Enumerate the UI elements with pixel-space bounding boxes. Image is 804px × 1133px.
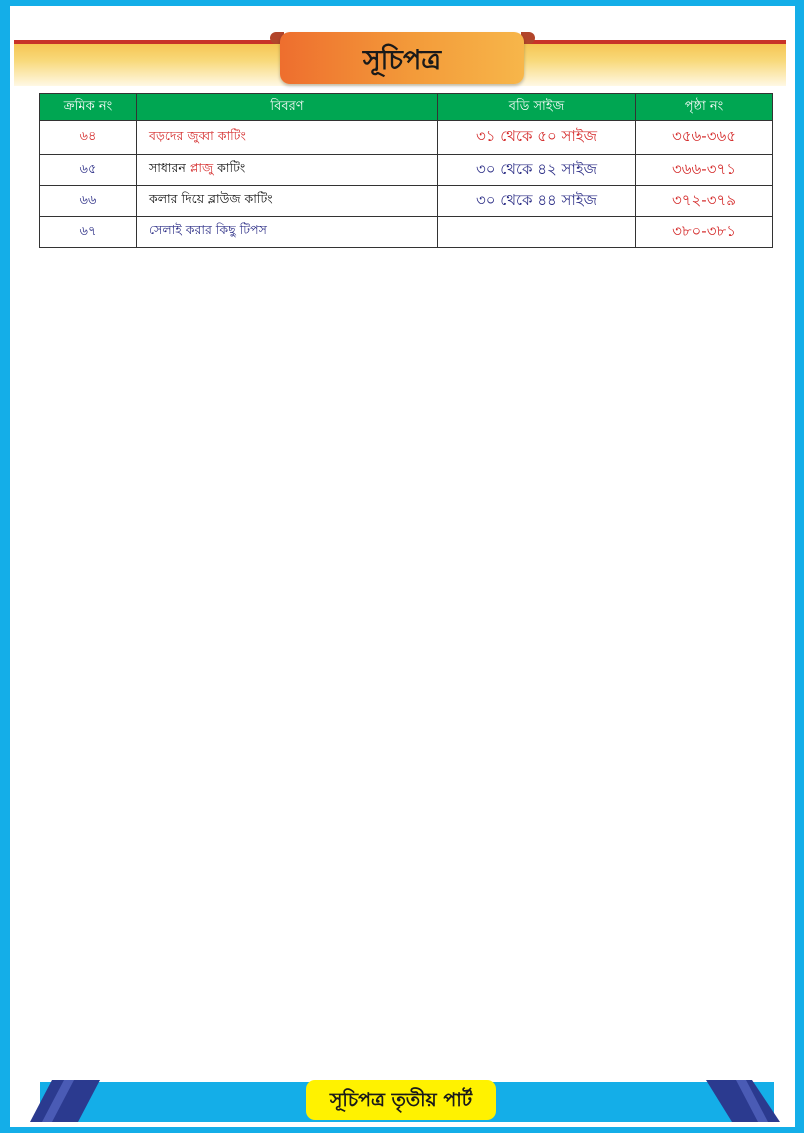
- row-description: [137, 155, 438, 186]
- header-body-size: বডি সাইজ: [438, 94, 636, 121]
- row-serial: ৬৪: [40, 121, 137, 155]
- row-description-part: সাধারন: [149, 160, 190, 175]
- row-body-size: ৩১ থেকে ৫০ সাইজ: [438, 121, 636, 155]
- row-body-size: ৩০ থেকে ৪৪ সাইজ: [438, 186, 636, 217]
- row-description: কলার দিয়ে ব্লাউজ কাটিং: [137, 186, 438, 217]
- table-row: [40, 217, 773, 248]
- table-row: [40, 121, 773, 155]
- row-body-size: ৩০ থেকে ৪২ সাইজ: [438, 155, 636, 186]
- row-pages: ৩৭২-৩৭৯: [636, 186, 773, 217]
- row-serial: ৬৭: [40, 217, 137, 248]
- row-pages: ৩৮০-৩৮১: [636, 217, 773, 248]
- header-page-number: পৃষ্ঠা নং: [636, 94, 773, 121]
- footer-stripe-decoration-left: [30, 1078, 100, 1122]
- page-title: সূচিপত্র: [362, 45, 442, 76]
- header-serial: ক্রমিক নং: [40, 94, 137, 121]
- table-header-row: [40, 94, 773, 121]
- row-description-part: কাটিং: [213, 160, 246, 175]
- table-row: [40, 186, 773, 217]
- row-serial: ৬৬: [40, 186, 137, 217]
- row-serial: ৬৫: [40, 155, 137, 186]
- footer-label: সূচিপত্র তৃতীয় পার্ট: [329, 1089, 473, 1111]
- contents-table: [39, 93, 773, 248]
- row-description: সেলাই করার কিছু টিপস: [137, 217, 438, 248]
- header-description: বিবরণ: [137, 94, 438, 121]
- row-pages: ৩৬৬-৩৭১: [636, 155, 773, 186]
- row-description: বড়দের জুব্বা কাটিং: [137, 121, 438, 155]
- row-body-size: [438, 217, 636, 248]
- footer-stripe-decoration-right: [706, 1078, 780, 1122]
- row-description-highlight: প্লাজু: [189, 160, 214, 175]
- table-row: [40, 155, 773, 186]
- row-pages: ৩৫৬-৩৬৫: [636, 121, 773, 155]
